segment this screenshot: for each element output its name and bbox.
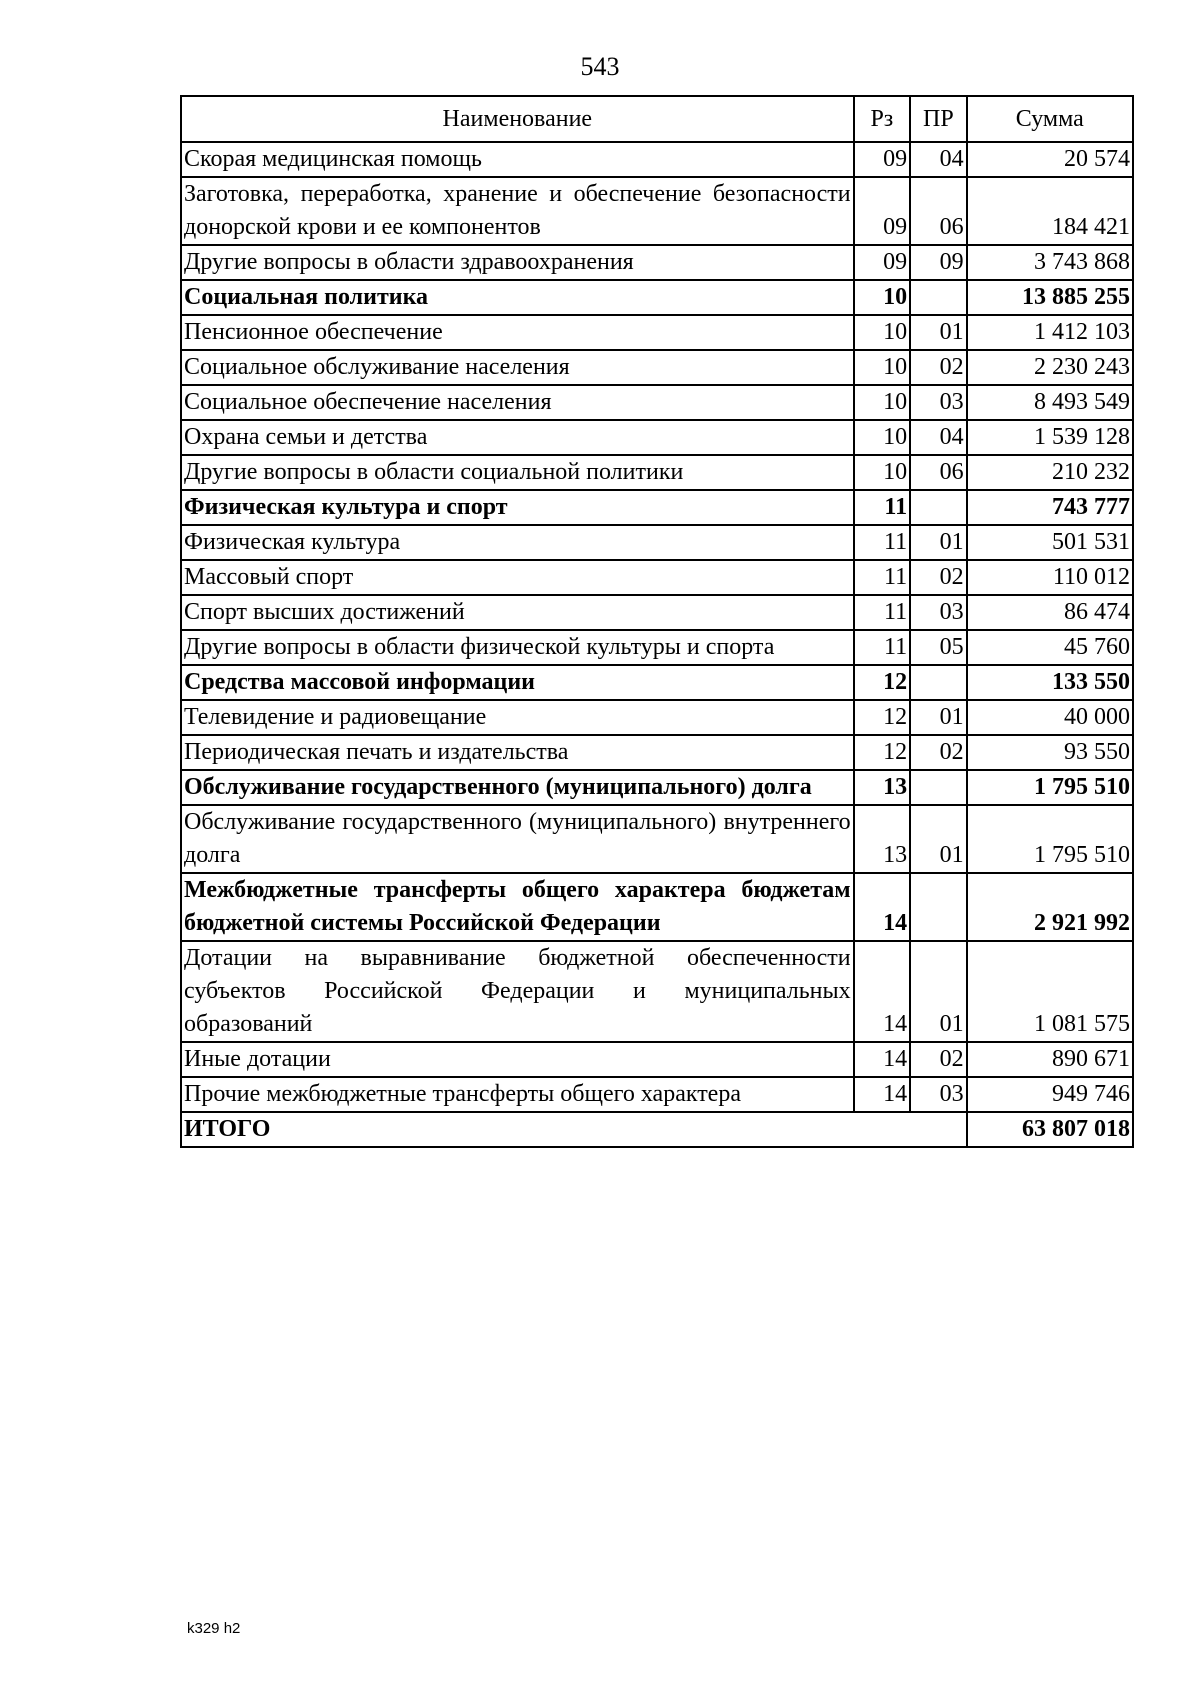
row-sum: 3 743 868 bbox=[967, 245, 1133, 280]
header-rz: Рз bbox=[854, 96, 910, 142]
total-sum: 63 807 018 bbox=[967, 1112, 1133, 1147]
table-row bbox=[181, 595, 1133, 630]
row-pr bbox=[910, 490, 966, 525]
row-sum: 20 574 bbox=[967, 142, 1133, 177]
row-name: Другие вопросы в области социальной политики bbox=[181, 455, 854, 490]
table-row bbox=[181, 700, 1133, 735]
table-header-row bbox=[181, 96, 1133, 142]
row-pr bbox=[910, 665, 966, 700]
table-row bbox=[181, 941, 1133, 1042]
table-row bbox=[181, 420, 1133, 455]
row-pr: 02 bbox=[910, 1042, 966, 1077]
row-rz: 12 bbox=[854, 665, 910, 700]
row-pr: 06 bbox=[910, 455, 966, 490]
row-name: Скорая медицинская помощь bbox=[181, 142, 854, 177]
table-body bbox=[181, 142, 1133, 1147]
section-row bbox=[181, 770, 1133, 805]
row-pr: 01 bbox=[910, 525, 966, 560]
row-sum: 45 760 bbox=[967, 630, 1133, 665]
row-name: Иные дотации bbox=[181, 1042, 854, 1077]
header-name: Наименование bbox=[181, 96, 854, 142]
table-row bbox=[181, 177, 1133, 245]
row-sum: 93 550 bbox=[967, 735, 1133, 770]
section-row bbox=[181, 665, 1133, 700]
row-rz: 09 bbox=[854, 177, 910, 245]
row-rz: 14 bbox=[854, 941, 910, 1042]
row-rz: 14 bbox=[854, 873, 910, 941]
row-name: Прочие межбюджетные трансферты общего характера bbox=[181, 1077, 854, 1112]
row-sum: 1 081 575 bbox=[967, 941, 1133, 1042]
row-pr: 04 bbox=[910, 420, 966, 455]
row-pr: 04 bbox=[910, 142, 966, 177]
row-name: Другие вопросы в области здравоохранения bbox=[181, 245, 854, 280]
row-rz: 11 bbox=[854, 630, 910, 665]
row-name: Массовый спорт bbox=[181, 560, 854, 595]
row-pr: 01 bbox=[910, 700, 966, 735]
row-rz: 10 bbox=[854, 455, 910, 490]
row-sum: 86 474 bbox=[967, 595, 1133, 630]
row-pr: 01 bbox=[910, 315, 966, 350]
row-pr bbox=[910, 280, 966, 315]
row-pr: 02 bbox=[910, 735, 966, 770]
row-sum: 949 746 bbox=[967, 1077, 1133, 1112]
row-name: Другие вопросы в области физической культуры и спорта bbox=[181, 630, 854, 665]
section-row bbox=[181, 490, 1133, 525]
row-sum: 1 539 128 bbox=[967, 420, 1133, 455]
row-sum: 40 000 bbox=[967, 700, 1133, 735]
table-row bbox=[181, 805, 1133, 873]
row-pr: 03 bbox=[910, 1077, 966, 1112]
section-sum: 743 777 bbox=[967, 490, 1133, 525]
row-sum: 501 531 bbox=[967, 525, 1133, 560]
row-rz: 11 bbox=[854, 490, 910, 525]
table-row bbox=[181, 315, 1133, 350]
row-rz: 11 bbox=[854, 595, 910, 630]
row-rz: 11 bbox=[854, 525, 910, 560]
row-sum: 2 230 243 bbox=[967, 350, 1133, 385]
footer-code: k329 h2 bbox=[187, 1620, 241, 1637]
section-name: Физическая культура и спорт bbox=[181, 490, 854, 525]
row-pr bbox=[910, 770, 966, 805]
row-name: Социальное обеспечение населения bbox=[181, 385, 854, 420]
row-pr: 01 bbox=[910, 941, 966, 1042]
row-name: Дотации на выравнивание бюджетной обеспеченности субъектов Российской Федерации и муниципальных образований bbox=[181, 941, 854, 1042]
row-rz: 09 bbox=[854, 245, 910, 280]
row-sum: 184 421 bbox=[967, 177, 1133, 245]
row-rz: 10 bbox=[854, 315, 910, 350]
section-name: Социальная политика bbox=[181, 280, 854, 315]
total-row bbox=[181, 1112, 1133, 1147]
row-name: Телевидение и радиовещание bbox=[181, 700, 854, 735]
row-sum: 1 412 103 bbox=[967, 315, 1133, 350]
row-pr bbox=[910, 873, 966, 941]
row-rz: 13 bbox=[854, 770, 910, 805]
row-name: Заготовка, переработка, хранение и обеспечение безопасности донорской крови и ее компонентов bbox=[181, 177, 854, 245]
header-sum: Сумма bbox=[967, 96, 1133, 142]
row-sum: 110 012 bbox=[967, 560, 1133, 595]
row-rz: 13 bbox=[854, 805, 910, 873]
row-name: Обслуживание государственного (муниципального) внутреннего долга bbox=[181, 805, 854, 873]
table-row bbox=[181, 1077, 1133, 1112]
section-sum: 133 550 bbox=[967, 665, 1133, 700]
section-name: Межбюджетные трансферты общего характера бюджетам бюджетной системы Российской Федерации bbox=[181, 873, 854, 941]
row-name: Физическая культура bbox=[181, 525, 854, 560]
row-rz: 11 bbox=[854, 560, 910, 595]
budget-table bbox=[180, 95, 1134, 1148]
row-rz: 09 bbox=[854, 142, 910, 177]
table-row bbox=[181, 245, 1133, 280]
row-rz: 10 bbox=[854, 420, 910, 455]
row-pr: 01 bbox=[910, 805, 966, 873]
section-row bbox=[181, 873, 1133, 941]
table-row bbox=[181, 560, 1133, 595]
row-pr: 09 bbox=[910, 245, 966, 280]
header-pr: ПР bbox=[910, 96, 966, 142]
table-row bbox=[181, 455, 1133, 490]
table-row bbox=[181, 142, 1133, 177]
table-row bbox=[181, 630, 1133, 665]
row-rz: 10 bbox=[854, 350, 910, 385]
row-pr: 03 bbox=[910, 595, 966, 630]
row-name: Охрана семьи и детства bbox=[181, 420, 854, 455]
row-name: Социальное обслуживание населения bbox=[181, 350, 854, 385]
row-name: Периодическая печать и издательства bbox=[181, 735, 854, 770]
section-row bbox=[181, 280, 1133, 315]
row-pr: 06 bbox=[910, 177, 966, 245]
section-name: Средства массовой информации bbox=[181, 665, 854, 700]
section-name: Обслуживание государственного (муниципального) долга bbox=[181, 770, 854, 805]
row-rz: 14 bbox=[854, 1042, 910, 1077]
row-name: Пенсионное обеспечение bbox=[181, 315, 854, 350]
row-rz: 12 bbox=[854, 700, 910, 735]
row-pr: 02 bbox=[910, 560, 966, 595]
row-rz: 14 bbox=[854, 1077, 910, 1112]
table-row bbox=[181, 1042, 1133, 1077]
table-row bbox=[181, 385, 1133, 420]
row-pr: 05 bbox=[910, 630, 966, 665]
row-rz: 10 bbox=[854, 280, 910, 315]
page-number: 543 bbox=[580, 52, 620, 81]
row-sum: 1 795 510 bbox=[967, 805, 1133, 873]
row-name: Спорт высших достижений bbox=[181, 595, 854, 630]
row-sum: 890 671 bbox=[967, 1042, 1133, 1077]
table-row bbox=[181, 735, 1133, 770]
section-sum: 13 885 255 bbox=[967, 280, 1133, 315]
table-row bbox=[181, 350, 1133, 385]
row-pr: 03 bbox=[910, 385, 966, 420]
row-rz: 10 bbox=[854, 385, 910, 420]
section-sum: 2 921 992 bbox=[967, 873, 1133, 941]
section-sum: 1 795 510 bbox=[967, 770, 1133, 805]
row-rz: 12 bbox=[854, 735, 910, 770]
row-pr: 02 bbox=[910, 350, 966, 385]
row-sum: 8 493 549 bbox=[967, 385, 1133, 420]
total-label: ИТОГО bbox=[181, 1112, 967, 1147]
row-sum: 210 232 bbox=[967, 455, 1133, 490]
table-row bbox=[181, 525, 1133, 560]
